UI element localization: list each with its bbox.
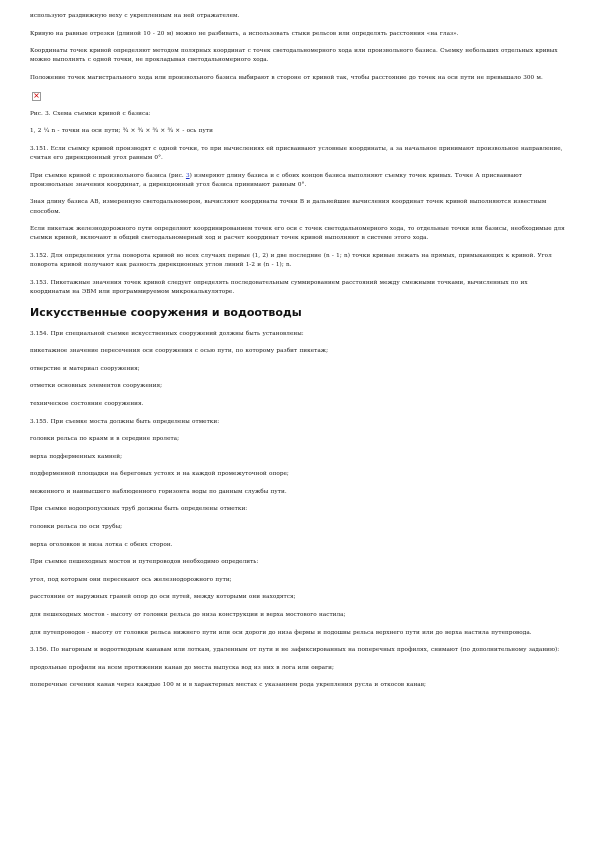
paragraph: головки рельса по краям и в середине пролета; [30, 436, 180, 443]
figure-legend: 1, 2 ¼ n - точки на оси пути; ¾ × ¾ × ¾ × ¾ × - ось пути [30, 128, 213, 135]
broken-image-glyph: × [33, 90, 40, 100]
paragraph: используют раздвижную вехy с укрепленным на ней отражателем. [30, 13, 240, 19]
paragraph: отметки основных элементов сооружения; [30, 383, 163, 390]
paragraph: угол, под которым они пересекают ось железнодорожного пути; [30, 576, 232, 583]
paragraph: головки рельса по оси трубы; [30, 524, 123, 531]
figure-caption: Рис. 3. Схема съемки кривой с базиса: [30, 110, 151, 117]
paragraph: отверстие и материал сооружения; [30, 365, 140, 372]
paragraph-text: При съемке кривой с произвольного базиса (рис. [30, 172, 186, 179]
paragraph: 3.154. При специальной съемке искусственных сооружений должны быть установлены: [30, 330, 304, 337]
paragraph: техническое состояние сооружения. [30, 400, 144, 407]
paragraph: верха оголовков и низа лотка с обеих сторон. [30, 541, 173, 548]
paragraph-text: ) измеряют длину базиса и с обоих концов базиса выполняют съемку точек кривых. Точке А присваивают произвольные значения координат, а дирекционный угол базиса принимают равным 0°. [30, 172, 522, 188]
paragraph: расстояние от наружных граней опор до оси путей, между которыми они находятся; [30, 594, 296, 601]
paragraph: Если пикетаж железнодорожного пути определяют координированием точек его оси с точек светодальномерного хода, то отдельные точки или базисы, необходимые для съемки кривой, включают в общий светодальномерный ход и расчет координат точек кривой выполняют в системе этого хода. [30, 226, 565, 242]
paragraph: для путепроводов - высоту от головки рельса нижнего пути или оси дороги до низа фермы и подошвы рельса верхнего пути или до верха настила путепровода. [30, 629, 532, 636]
paragraph: подферменной площадки на береговых устоях и на каждой промежуточной опоре; [30, 471, 289, 478]
paragraph: 3.151. Если съемку кривой производят с одной точки, то при вычислениях ей присваивают условные координаты, а за начальное принимают произвольное направление, считая его дирекционный угол равным 0°. [30, 145, 563, 161]
paragraph: верха подферменных камней; [30, 453, 123, 460]
paragraph: 3.155. При съемке моста должны быть определены отметки: [30, 418, 220, 425]
paragraph: Положение точек магистрального хода или произвольного базиса выбирают в стороне от кривой так, чтобы расстояние до точек на оси пути не превышало 300 м. [30, 74, 543, 81]
paragraph: 3.153. Пикетажные значения точек кривой следует определять последовательным суммированием расстояний между смежными точками, вычисленных по их координатам на ЭВМ или программируемом микрокалькуляторе. [30, 279, 528, 295]
paragraph [30, 172, 567, 190]
paragraph: меженного и наивысшего наблюденного горизонта воды по данным службы пути. [30, 488, 287, 495]
broken-image-icon [32, 92, 41, 101]
paragraph: поперечные сечения канав через каждые 100 м и в характерных местах с указанием рода укрепления русла и откосов канав; [30, 682, 426, 689]
paragraph: При съемке пешеходных мостов и путепроводов необходимо определить: [30, 559, 259, 566]
paragraph: Координаты точек кривой определяют методом полярных координат с точек светодальномерного хода или произвольного базиса. Съемку небольших отдельных кривых можно выполнять с одной точки, не прокладывая светодальномерного хода. [30, 48, 558, 64]
paragraph: 3.152. Для определения угла поворота кривой во всех случаях первые (1, 2) и две последние (n - 1; n) точки кривые лежать на прямых, примыкающих к кривой. Угол поворота кривой получают как разность дирекционных углов линий 1-2 и (n - 1); n. [30, 252, 552, 269]
paragraph: пикетажное значение пересечения оси сооружения с осью пути, по которому разбит пикетаж; [30, 348, 329, 355]
paragraph: При съемке водопропускных труб должны быть определены отметки: [30, 506, 248, 513]
paragraph: Кривую на равные отрезки (длиной 10 - 20 м) можно не разбивать, а использовать стыки рельсов или определять расстояния «на глаз». [30, 30, 459, 37]
figure-link[interactable]: 3 [185, 172, 190, 179]
paragraph: продольные профили на всем протяжении канав до места выпуска вод из них в лога или овраги; [30, 664, 334, 671]
paragraph: 3.156. По нагорным и водоотводным канавам или лоткам, удаленным от пути и не зафиксированных на поперечных профилях, снимают (по дополнительному заданию): [30, 647, 560, 654]
paragraph: для пешеходных мостов - высоту от головки рельса до низа конструкции и верха мостового настила; [30, 612, 346, 619]
paragraph: Зная длину базиса AB, измеренную светодальномером, вычисляют координаты точки B и дальнейшие вычисления координат точек кривой выполняются известным способом. [30, 199, 547, 215]
section-heading: Искусственные сооружения и водоотводы [30, 305, 302, 319]
